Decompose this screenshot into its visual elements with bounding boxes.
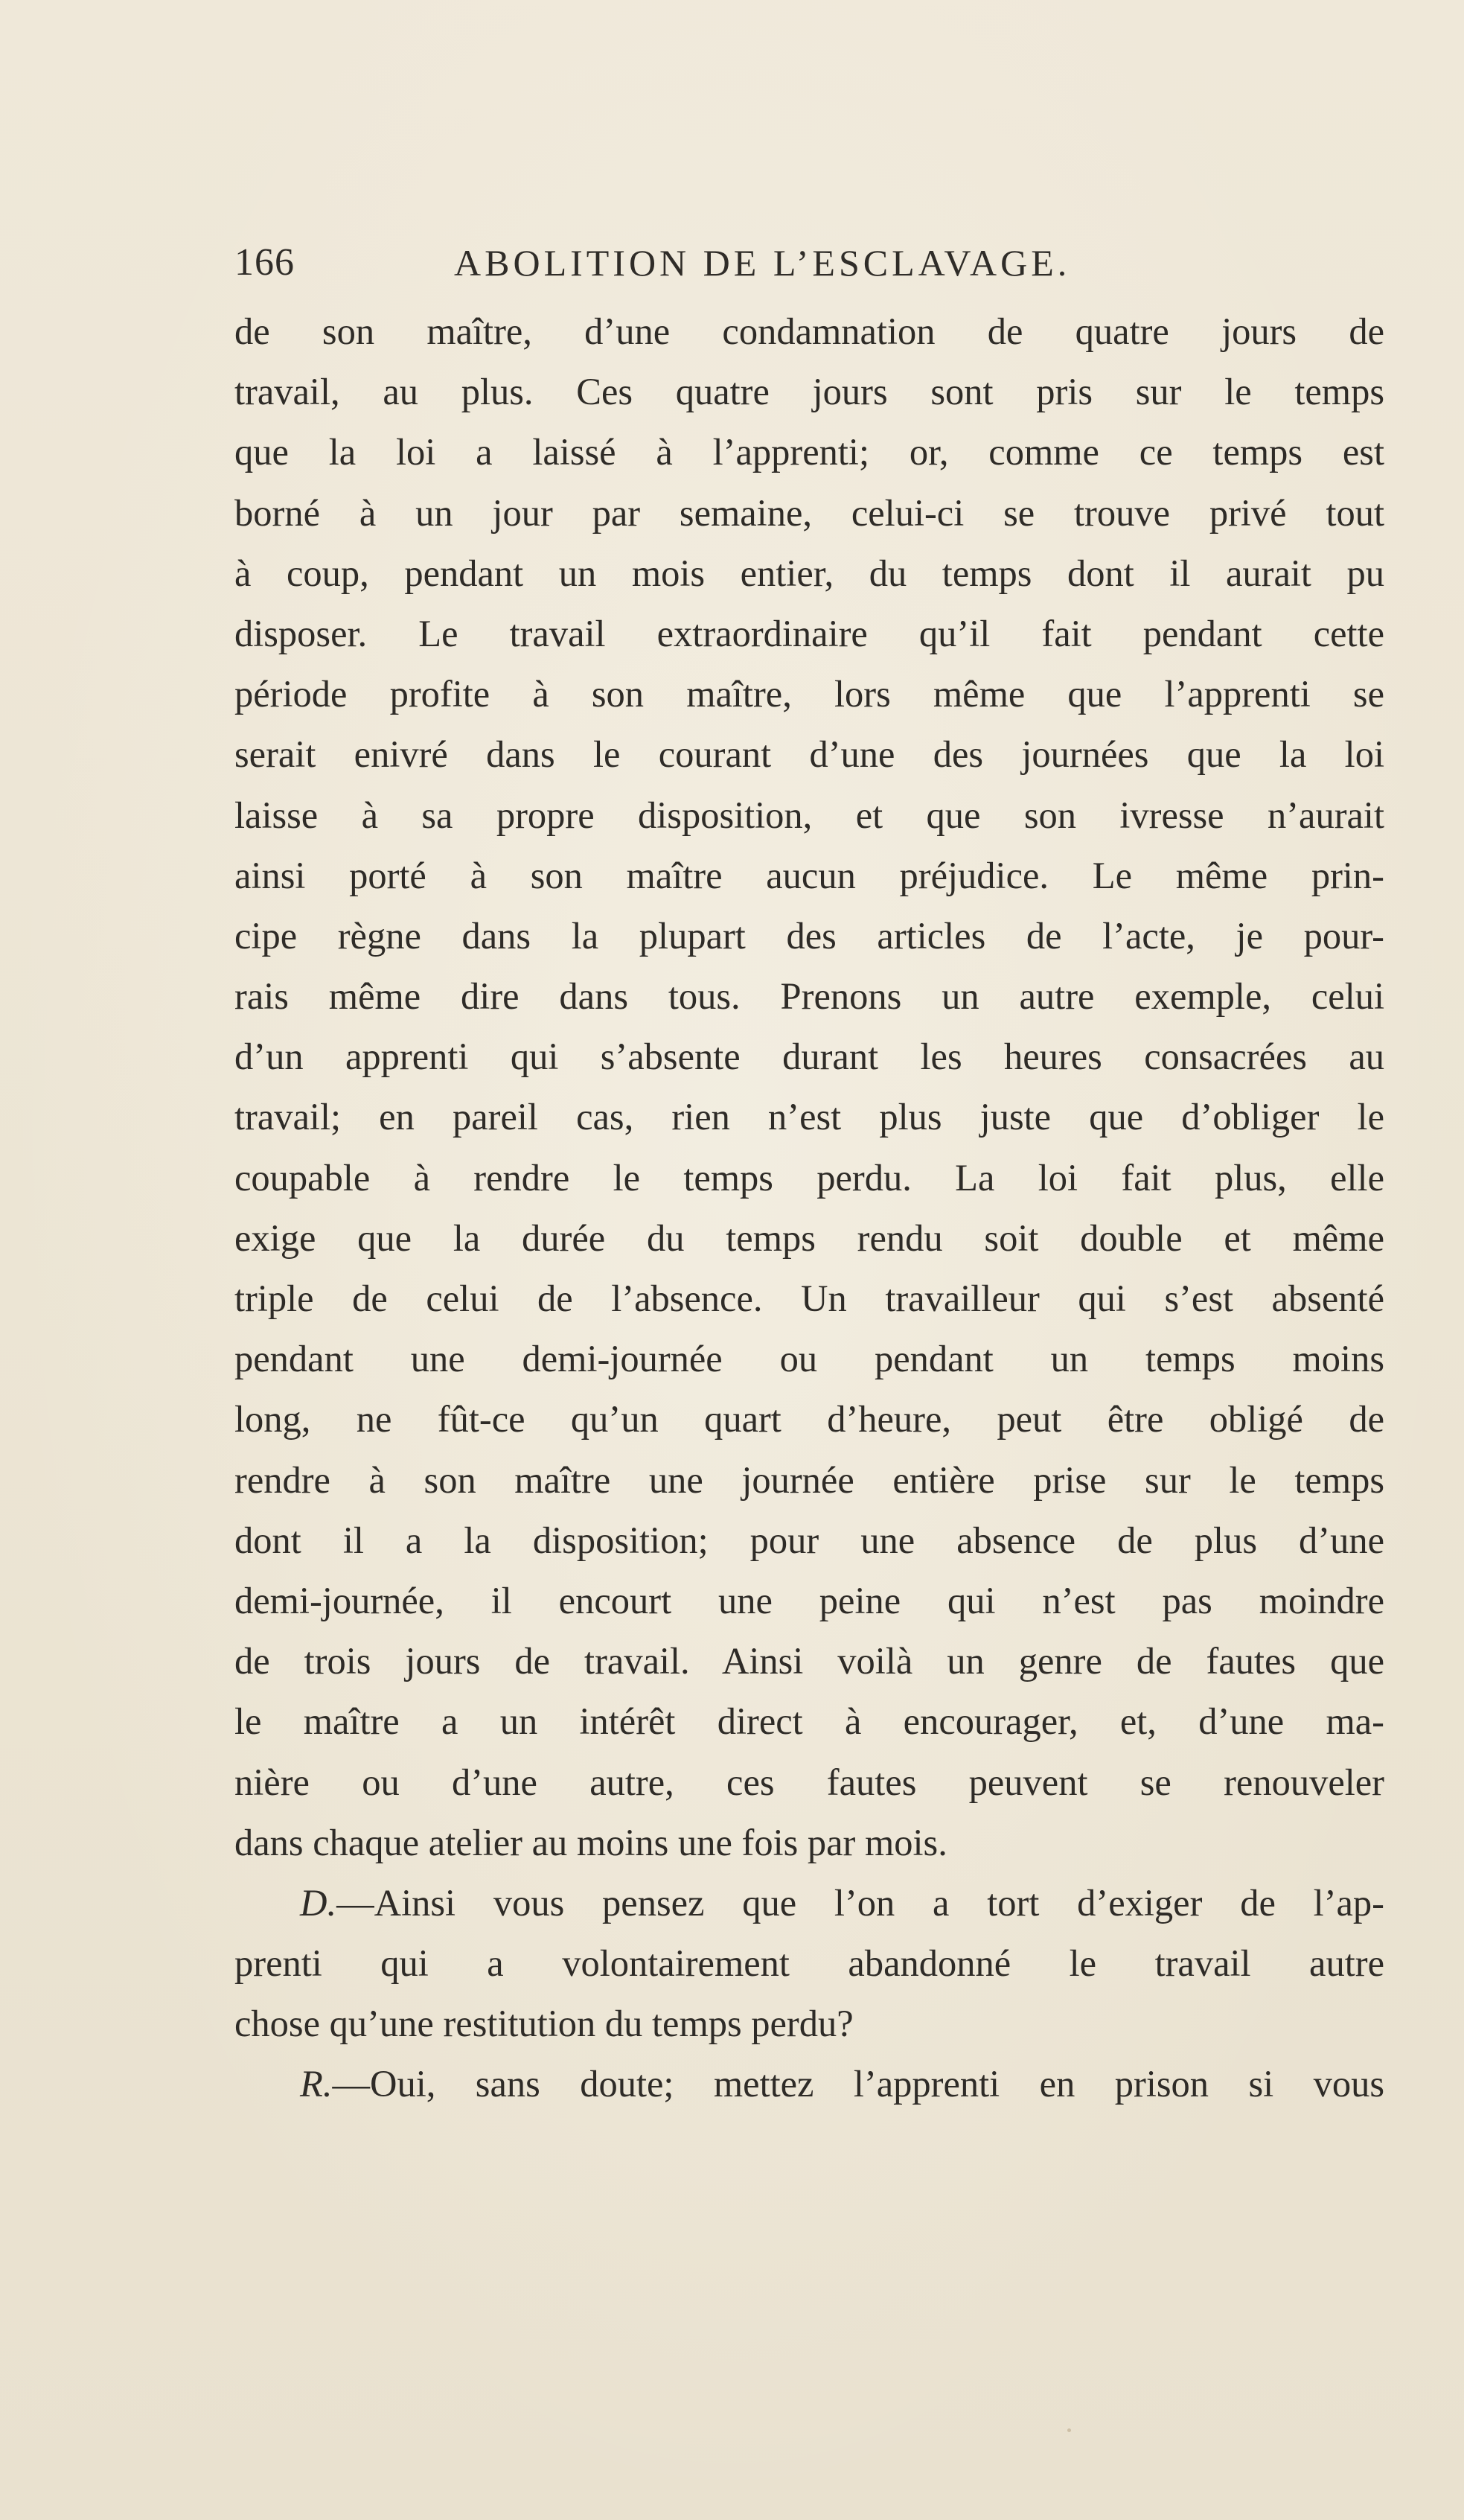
dialogue-line: chose qu’une restitution du temps perdu? <box>234 2003 854 2045</box>
text-line: coupable à rendre le temps perdu. La loi fait plus, elle <box>234 1156 1384 1199</box>
dialogue-line: prenti qui a volontairement abandonné le travail autre <box>234 1942 1384 1985</box>
text-line: pendant une demi-journée ou pendant un temps moins <box>234 1338 1384 1380</box>
speaker-label: D. <box>300 1881 337 1924</box>
dialogue-line <box>234 2054 1384 2114</box>
text-line: d’un apprenti qui s’absente durant les heures consacrées au <box>234 1036 1384 1078</box>
text-line: travail; en pareil cas, rien n’est plus juste que d’obliger le <box>234 1096 1384 1138</box>
text-line: long, ne fût-ce qu’un quart d’heure, peut être obligé de <box>234 1398 1384 1441</box>
text-line: cipe règne dans la plupart des articles de l’acte, je pour- <box>234 914 1384 957</box>
text-line: triple de celui de l’absence. Un travailleur qui s’est absenté <box>234 1277 1384 1319</box>
page-header <box>234 237 1202 289</box>
dialogue-text: —Oui, sans doute; mettez l’apprenti en prison si vous <box>332 2063 1384 2105</box>
body-text <box>234 302 1384 2115</box>
running-title: ABOLITION DE L’ESCLAVAGE. <box>454 242 1071 284</box>
text-line: disposer. Le travail extraordinaire qu’il fait pendant cette <box>234 612 1384 654</box>
text-line: que la loi a laissé à l’apprenti; or, comme ce temps est <box>234 431 1384 473</box>
dialogue-text: —Ainsi vous pensez que l’on a tort d’exiger de l’ap- <box>336 1881 1384 1924</box>
text-line: serait enivré dans le courant d’une des journées que la loi <box>234 733 1384 776</box>
text-line: dont il a la disposition; pour une absence de plus d’une <box>234 1519 1384 1561</box>
text-line: le maître a un intérêt direct à encourager, et, d’une ma- <box>234 1700 1384 1743</box>
text-line: demi-journée, il encourt une peine qui n’est pas moindre <box>234 1579 1384 1621</box>
paper-speck <box>1067 2428 1071 2432</box>
text-line: travail, au plus. Ces quatre jours sont pris sur le temps <box>234 371 1384 413</box>
text-line: de trois jours de travail. Ainsi voilà un genre de fautes que <box>234 1640 1384 1682</box>
text-line: nière ou d’une autre, ces fautes peuvent se renouveler <box>234 1761 1384 1803</box>
text-line: laisse à sa propre disposition, et que son ivresse n’aurait <box>234 794 1384 836</box>
text-line: à coup, pendant un mois entier, du temps dont il aurait pu <box>234 552 1384 594</box>
dialogue-line <box>234 1873 1384 1933</box>
text-line: exige que la durée du temps rendu soit double et même <box>234 1216 1384 1259</box>
text-line: dans chaque atelier au moins une fois par mois. <box>234 1821 947 1863</box>
page-number: 166 <box>234 241 295 284</box>
speaker-label: R. <box>300 2063 333 2105</box>
text-line: période profite à son maître, lors même que l’apprenti se <box>234 673 1384 715</box>
text-line: de son maître, d’une condamnation de quatre jours de <box>234 310 1384 352</box>
text-line: rendre à son maître une journée entière prise sur le temps <box>234 1458 1384 1501</box>
text-line: rais même dire dans tous. Prenons un autre exemple, celui <box>234 975 1384 1018</box>
text-line: ainsi porté à son maître aucun préjudice. Le même prin- <box>234 854 1384 896</box>
text-line: borné à un jour par semaine, celui-ci se trouve privé tout <box>234 491 1384 534</box>
